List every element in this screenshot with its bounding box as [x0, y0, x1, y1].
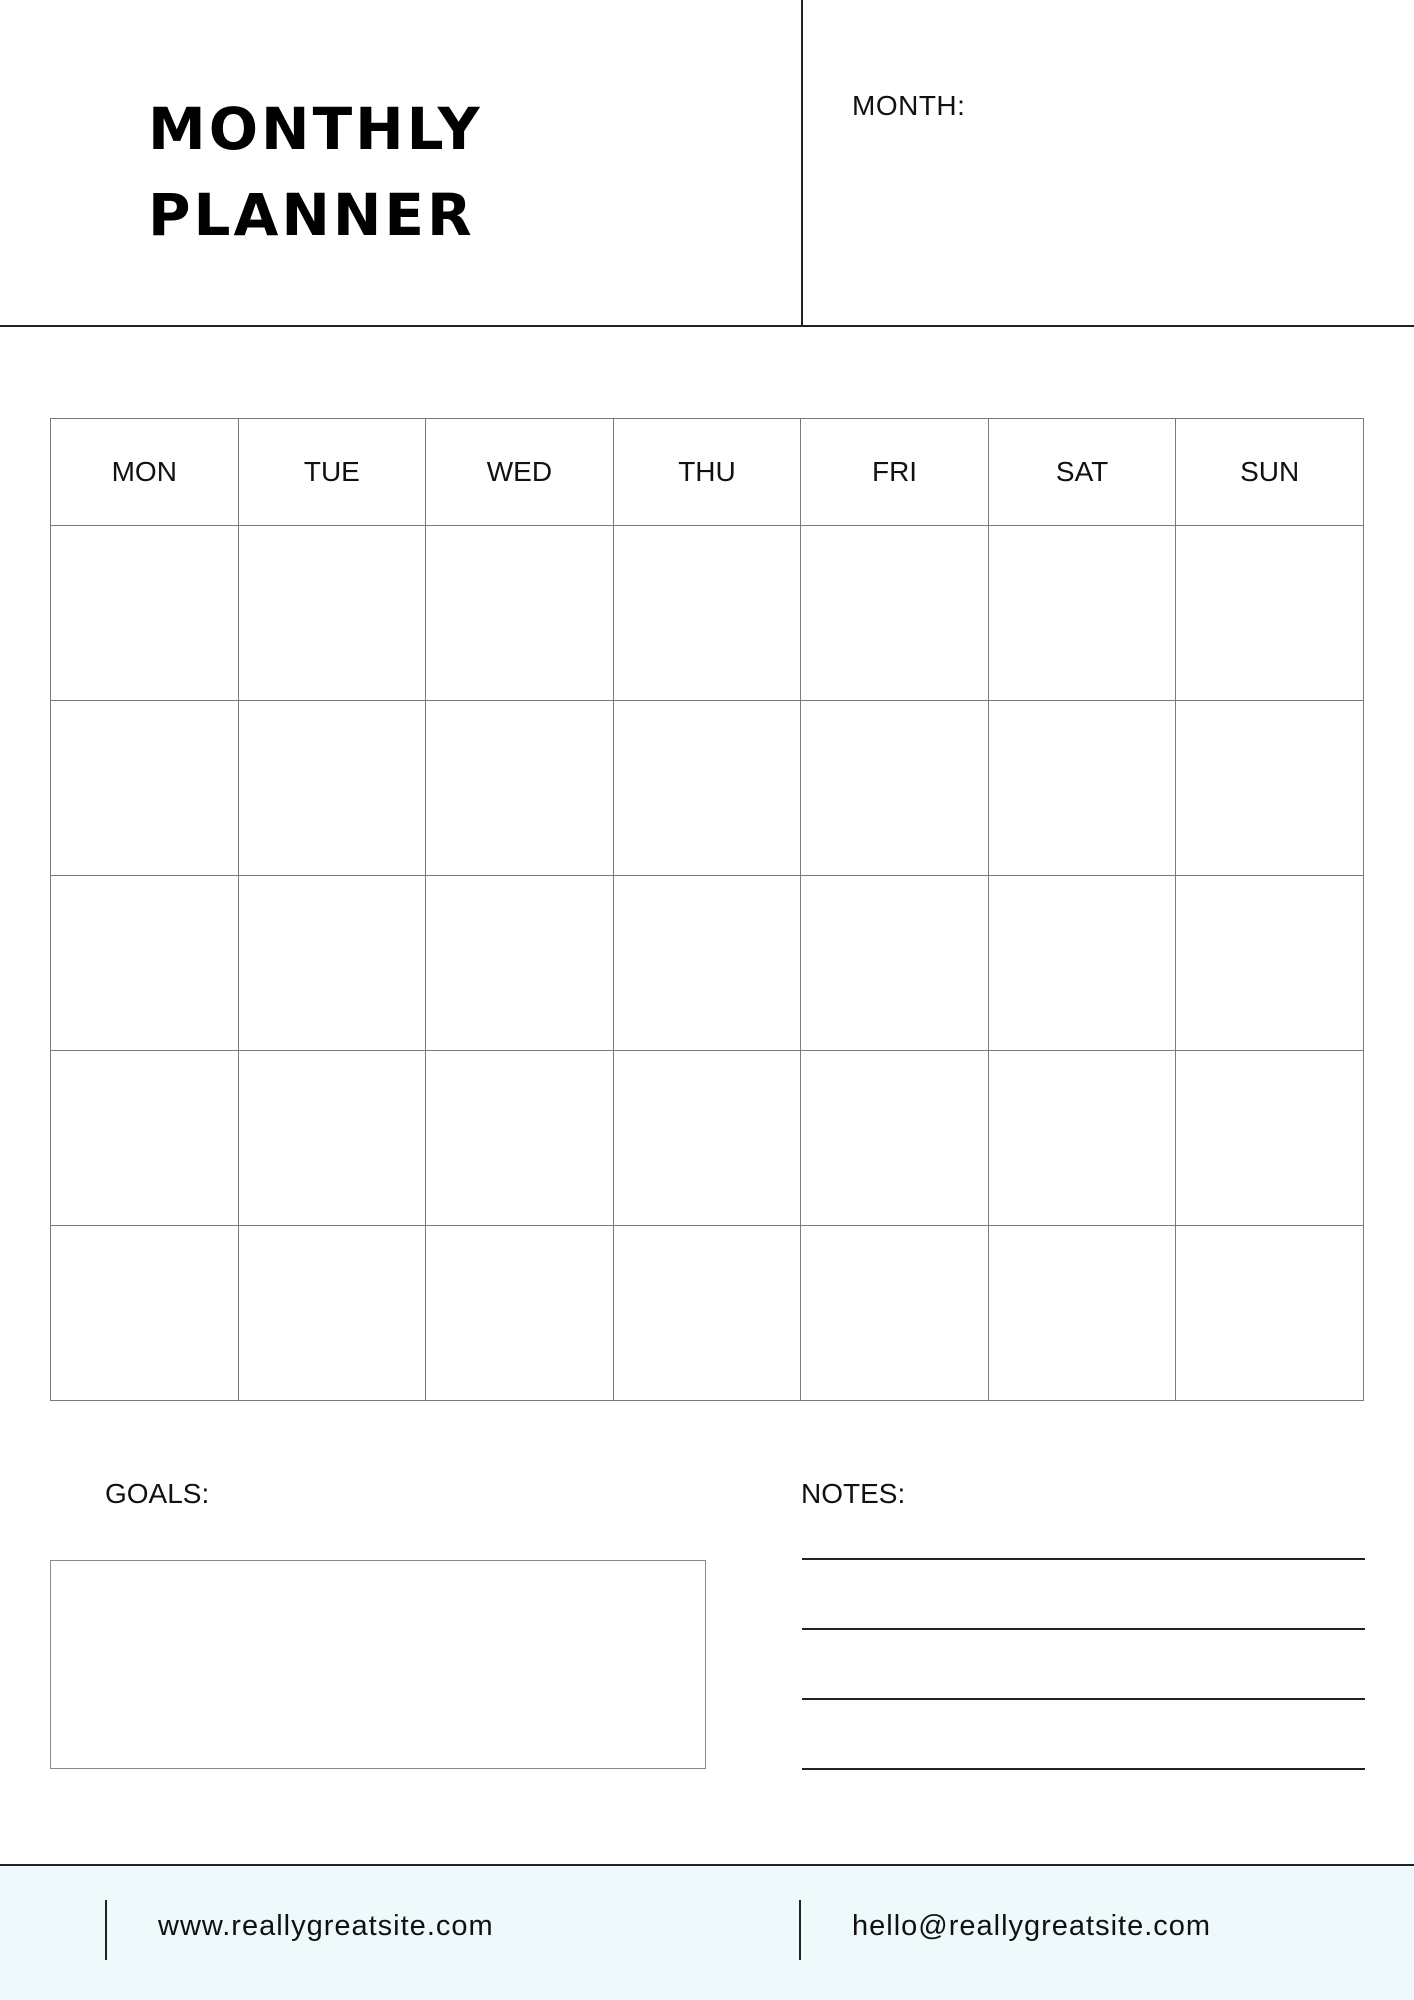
calendar-week-row	[51, 1051, 1364, 1226]
day-cell[interactable]	[613, 1051, 801, 1226]
footer-divider	[799, 1900, 801, 1960]
day-header-wed: WED	[426, 419, 614, 526]
day-header-mon: MON	[51, 419, 239, 526]
day-cell[interactable]	[426, 1226, 614, 1401]
day-cell[interactable]	[238, 701, 426, 876]
calendar-week-row	[51, 1226, 1364, 1401]
day-cell[interactable]	[238, 1051, 426, 1226]
day-cell[interactable]	[613, 876, 801, 1051]
day-cell[interactable]	[51, 1051, 239, 1226]
goals-box[interactable]	[50, 1560, 706, 1769]
day-cell[interactable]	[613, 701, 801, 876]
day-cell[interactable]	[1176, 1226, 1364, 1401]
day-cell[interactable]	[613, 526, 801, 701]
header-section	[0, 0, 1414, 327]
day-cell[interactable]	[51, 1226, 239, 1401]
day-cell[interactable]	[988, 1226, 1176, 1401]
day-cell[interactable]	[988, 876, 1176, 1051]
month-label: MONTH:	[852, 90, 966, 121]
website-text: www.reallygreatsite.com	[158, 1910, 494, 1942]
day-cell[interactable]	[426, 526, 614, 701]
day-cell[interactable]	[51, 526, 239, 701]
day-cell[interactable]	[426, 701, 614, 876]
day-cell[interactable]	[613, 1226, 801, 1401]
day-cell[interactable]	[801, 526, 989, 701]
notes-label: NOTES:	[801, 1478, 906, 1509]
day-cell[interactable]	[238, 1226, 426, 1401]
day-cell[interactable]	[801, 1051, 989, 1226]
page-title	[148, 86, 483, 258]
day-cell[interactable]	[238, 876, 426, 1051]
day-header-thu: THU	[613, 419, 801, 526]
email-text: hello@reallygreatsite.com	[852, 1910, 1212, 1942]
day-cell[interactable]	[1176, 1051, 1364, 1226]
calendar-week-row	[51, 526, 1364, 701]
calendar-header-row	[51, 419, 1364, 526]
day-cell[interactable]	[1176, 701, 1364, 876]
day-header-fri: FRI	[801, 419, 989, 526]
day-cell[interactable]	[51, 876, 239, 1051]
calendar-grid	[50, 418, 1364, 1401]
notes-line[interactable]	[802, 1558, 1365, 1560]
day-cell[interactable]	[801, 876, 989, 1051]
header-divider	[801, 0, 803, 327]
day-header-tue: TUE	[238, 419, 426, 526]
day-cell[interactable]	[426, 1051, 614, 1226]
day-header-sat: SAT	[988, 419, 1176, 526]
calendar-week-row	[51, 876, 1364, 1051]
day-cell[interactable]	[1176, 526, 1364, 701]
day-cell[interactable]	[51, 701, 239, 876]
day-cell[interactable]	[1176, 876, 1364, 1051]
title-line-2: PLANNER	[148, 181, 475, 249]
day-cell[interactable]	[238, 526, 426, 701]
notes-line[interactable]	[802, 1768, 1365, 1770]
title-line-1: MONTHLY	[148, 95, 483, 163]
day-cell[interactable]	[988, 1051, 1176, 1226]
footer-divider	[105, 1900, 107, 1960]
day-header-sun: SUN	[1176, 419, 1364, 526]
footer	[0, 1864, 1414, 2000]
notes-line[interactable]	[802, 1628, 1365, 1630]
calendar-week-row	[51, 701, 1364, 876]
day-cell[interactable]	[426, 876, 614, 1051]
day-cell[interactable]	[988, 526, 1176, 701]
notes-line[interactable]	[802, 1698, 1365, 1700]
day-cell[interactable]	[801, 1226, 989, 1401]
day-cell[interactable]	[988, 701, 1176, 876]
day-cell[interactable]	[801, 701, 989, 876]
goals-label: GOALS:	[105, 1478, 210, 1509]
